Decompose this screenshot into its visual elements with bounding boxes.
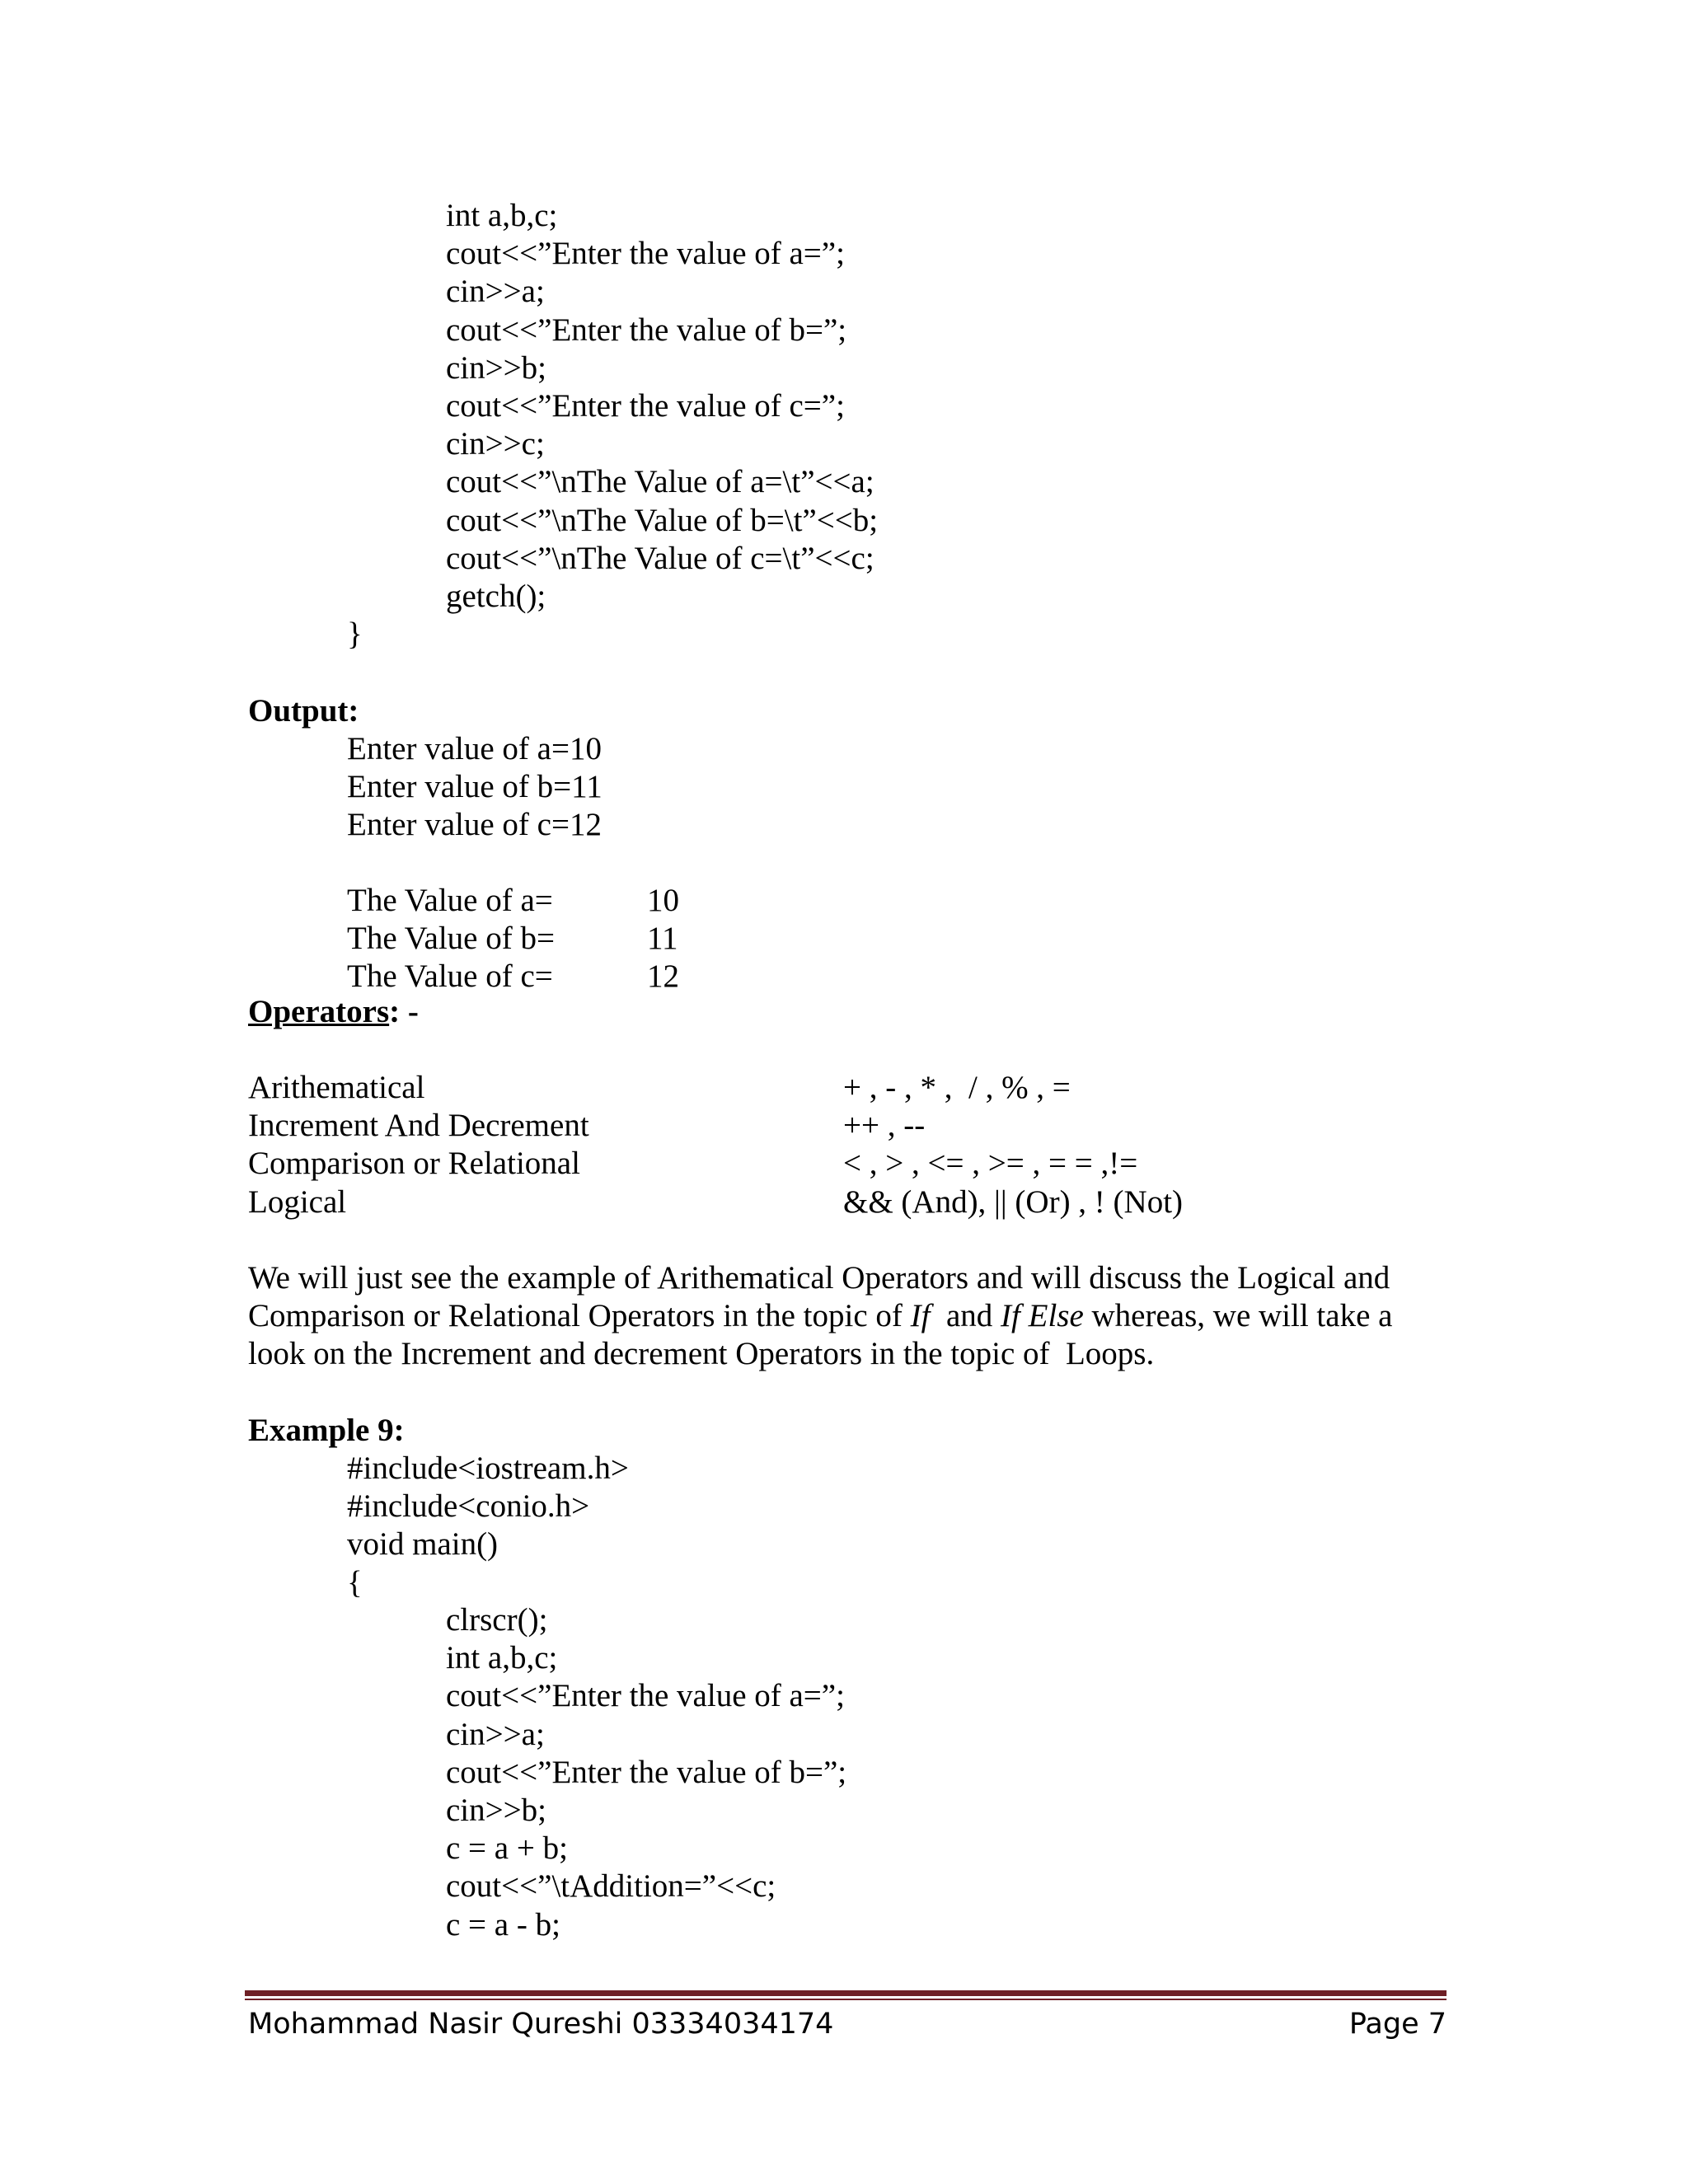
output-enter-lines [347, 730, 603, 845]
example-header-lines [347, 1450, 629, 1602]
output-value-numbers [647, 882, 679, 996]
code-line: cout<<”Enter the value of b=”; [446, 1754, 847, 1790]
footer-rule-thin [245, 1999, 1447, 2000]
code-line: c = a - b; [446, 1906, 560, 1943]
code-line: cout<<”\nThe Value of a=\t”<<a; [446, 464, 874, 500]
code-line: cin>>c; [446, 426, 545, 462]
code-line: cout<<”Enter the value of a=”; [446, 1678, 845, 1714]
operator-names [248, 1069, 589, 1221]
operator-name: Arithematical [248, 1070, 425, 1105]
code-line: getch(); [446, 578, 546, 614]
footer-author: Mohammad Nasir Qureshi 03334034174 [248, 2008, 834, 2041]
operator-symbols-row: < , > , <= , >= , = = ,!= [843, 1146, 1138, 1182]
operator-symbols-row: && (And), || (Or) , ! (Not) [843, 1183, 1184, 1220]
code-line: void main() [347, 1526, 499, 1563]
paragraph-text: and [930, 1298, 1001, 1334]
code-line: cin>>b; [446, 349, 546, 386]
operator-name: Increment And Decrement [248, 1108, 589, 1144]
if-else-keyword: If Else [1001, 1298, 1084, 1334]
output-value: 10 [647, 883, 679, 918]
output-value-label: The Value of a= [347, 883, 553, 918]
paragraph-text: whereas, we will take a [1083, 1298, 1393, 1334]
code-line: cout<<”Enter the value of a=”; [446, 236, 845, 272]
operator-name: Logical [248, 1183, 347, 1220]
code-line: cout<<”\tAddition=”<<c; [446, 1868, 776, 1905]
output-value-label: The Value of b= [347, 921, 555, 957]
output-heading: Output: [248, 693, 359, 729]
code-line: cout<<”\nThe Value of b=\t”<<b; [446, 502, 879, 538]
output-line: Enter value of a=10 [347, 731, 602, 766]
paragraph-line [248, 1297, 1451, 1335]
footer-page-number: Page 7 [1348, 2008, 1447, 2041]
if-keyword: If [910, 1298, 931, 1334]
output-value: 11 [647, 921, 678, 957]
example-heading: Example 9: [248, 1413, 405, 1448]
code-line: int a,b,c; [446, 1640, 558, 1676]
output-value: 12 [647, 958, 679, 995]
code-line: cout<<”Enter the value of c=”; [446, 387, 845, 424]
paragraph-line: We will just see the example of Arithematical Operators and will discuss the Logical and [248, 1260, 1390, 1296]
code-line: clrscr(); [446, 1602, 548, 1638]
code-line: c = a + b; [446, 1830, 568, 1867]
output-line: Enter value of c=12 [347, 807, 602, 843]
output-value-label: The Value of c= [347, 958, 553, 995]
code-line: #include<conio.h> [347, 1488, 590, 1525]
operators-heading [248, 993, 419, 1030]
code-line: cout<<”Enter the value of b=”; [446, 312, 847, 348]
operators-heading-text: Operators [248, 994, 390, 1029]
operator-symbols-row: + , - , * , / , % , = [843, 1070, 1071, 1105]
explanation-paragraph [248, 1259, 1451, 1374]
footer-rule [245, 1990, 1447, 1996]
code-line: cin>>a; [446, 1716, 545, 1752]
code-line: int a,b,c; [446, 198, 558, 233]
operator-symbols [843, 1069, 1183, 1221]
code-line: cin>>a; [446, 274, 545, 310]
paragraph-text: Comparison or Relational Operators in the topic of [248, 1298, 911, 1334]
paragraph-line: look on the Increment and decrement Operators in the topic of Loops. [248, 1336, 1155, 1372]
output-value-labels [347, 882, 555, 996]
output-line: Enter value of b=11 [347, 769, 603, 805]
example-body-code [446, 1601, 846, 1944]
operator-symbols-row: ++ , -- [843, 1108, 926, 1144]
code-line: cin>>b; [446, 1792, 546, 1828]
operators-heading-suffix: : - [389, 994, 419, 1029]
code-line: cout<<”\nThe Value of c=\t”<<c; [446, 540, 874, 576]
closing-brace: } [347, 616, 363, 652]
top-code-block [446, 197, 878, 616]
code-line: #include<iostream.h> [347, 1451, 629, 1486]
operator-name: Comparison or Relational [248, 1146, 580, 1182]
code-line: { [347, 1564, 363, 1601]
